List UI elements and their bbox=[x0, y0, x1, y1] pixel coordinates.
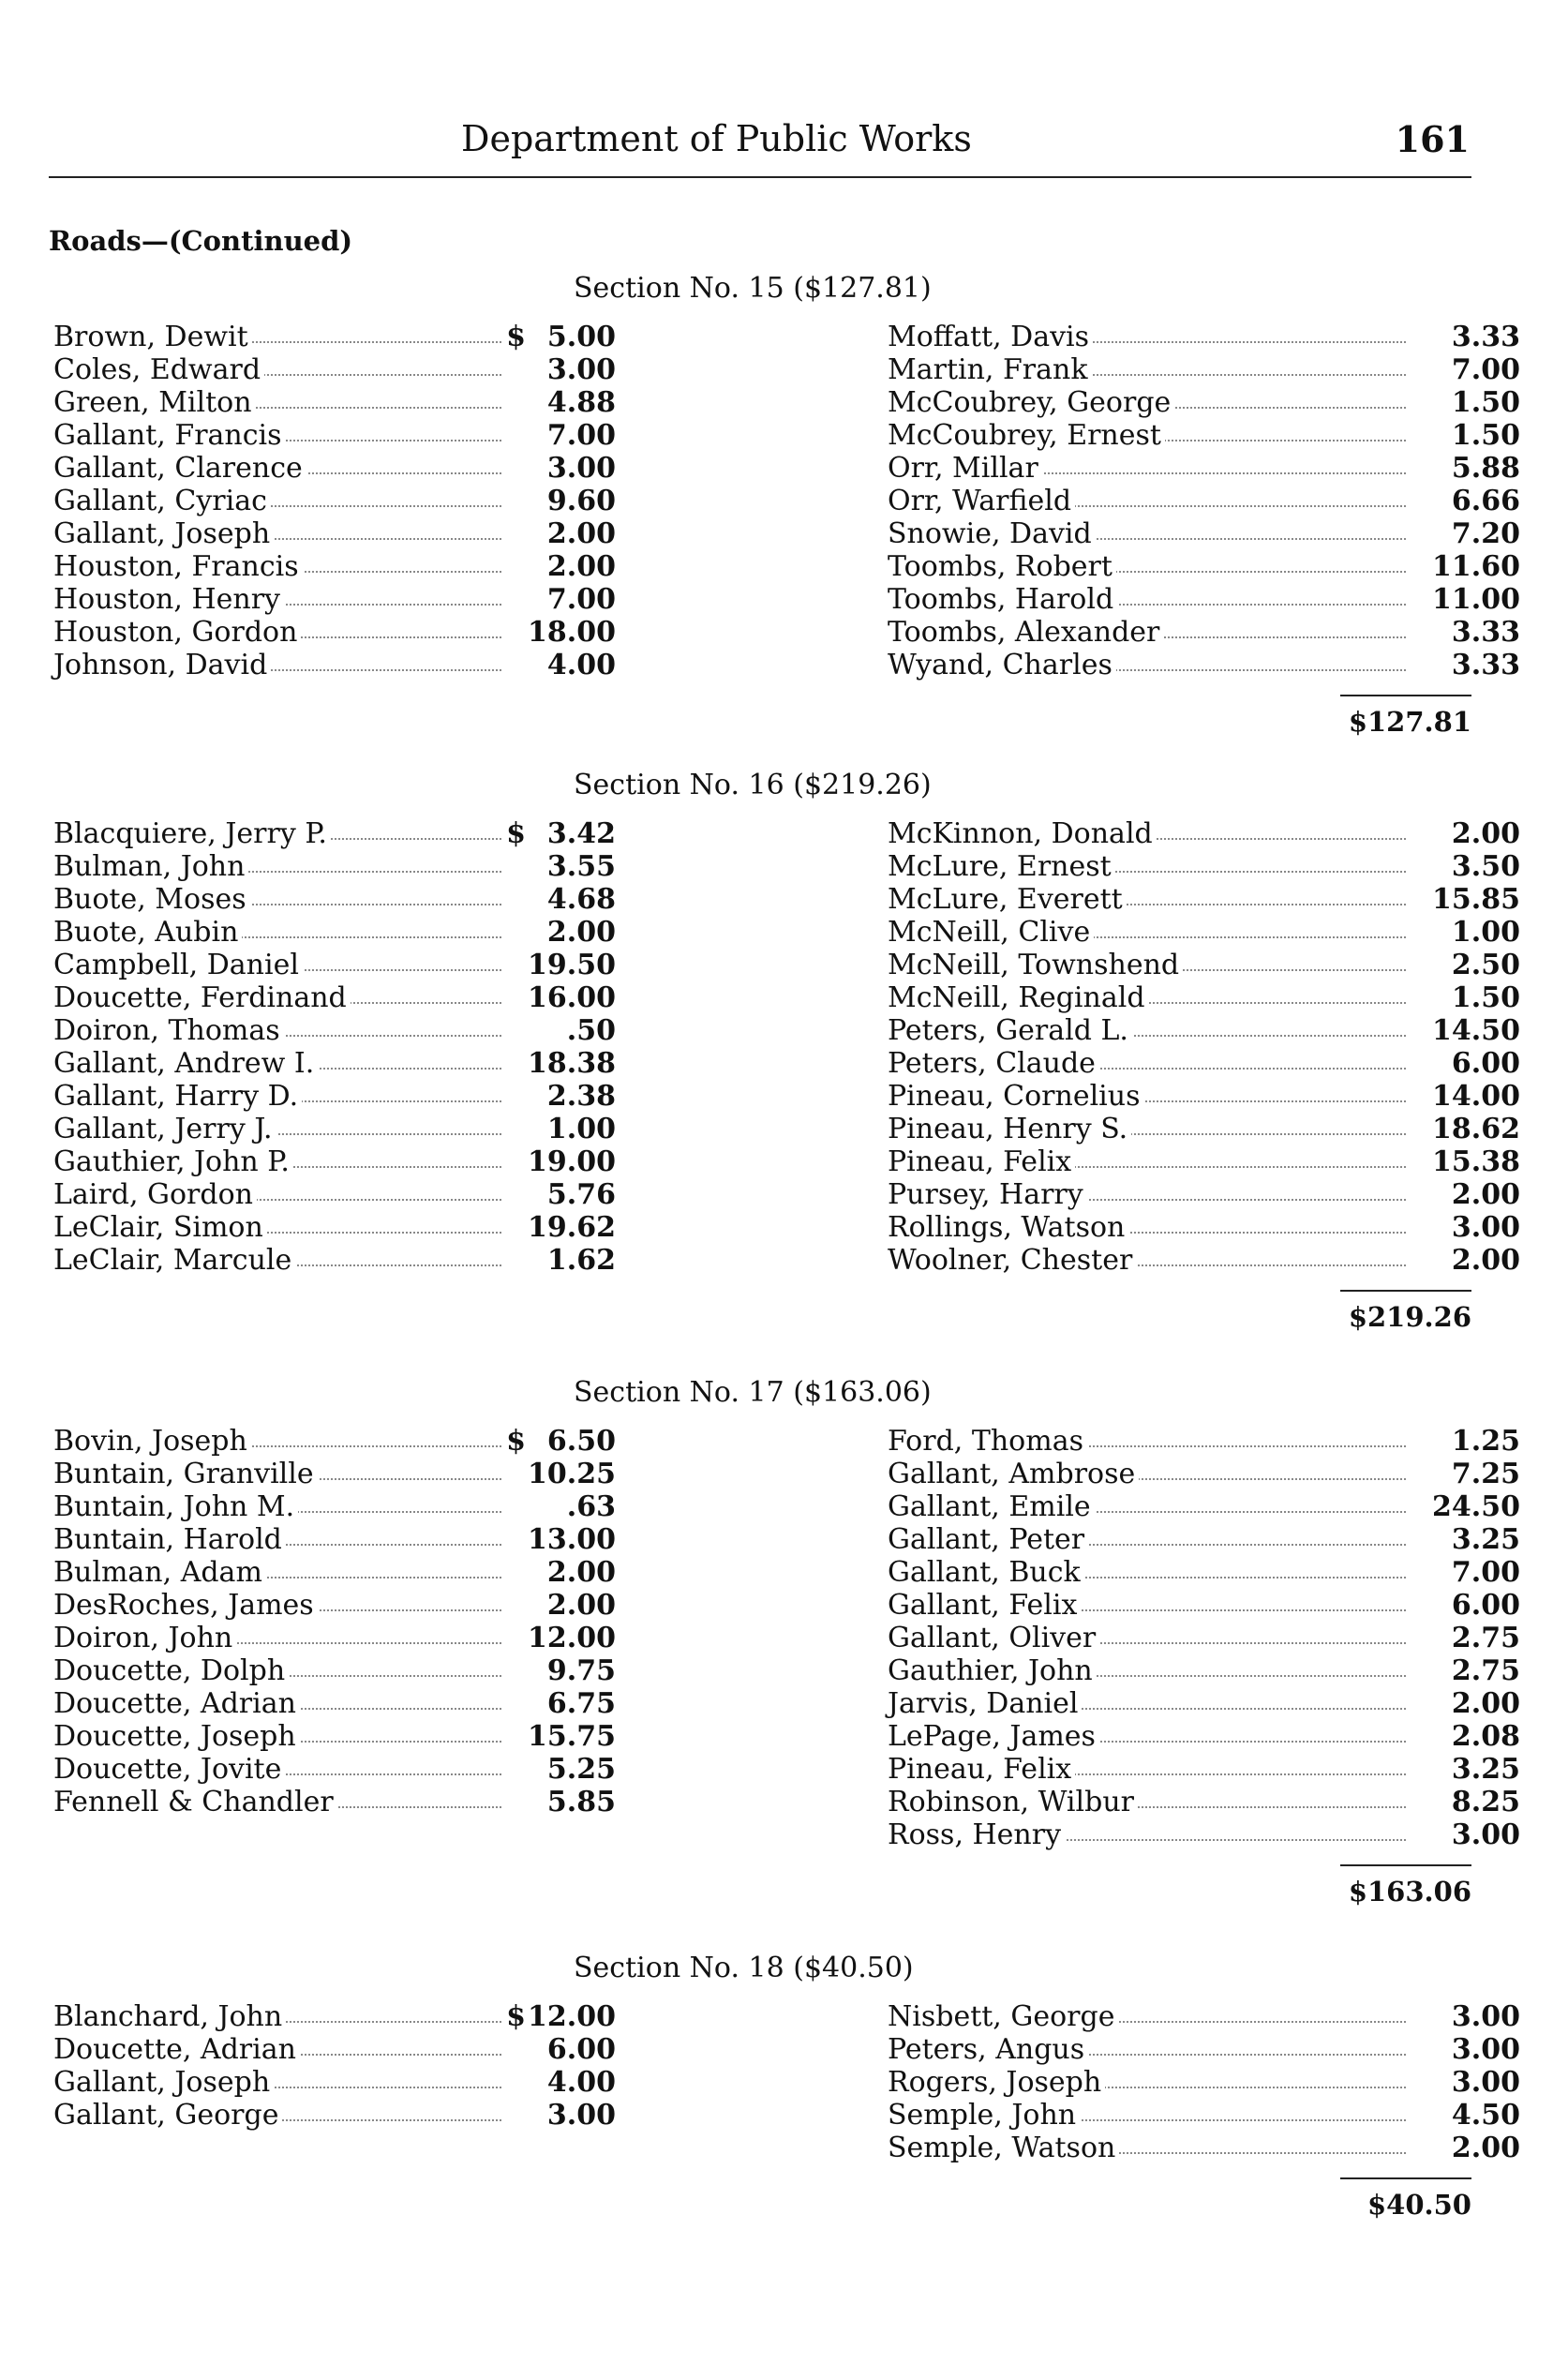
list-item bbox=[53, 649, 616, 681]
page-header bbox=[49, 111, 1471, 178]
amount: 3.55 bbox=[546, 850, 616, 883]
right-column bbox=[888, 817, 1520, 1277]
payee-name: McNeill, Reginald bbox=[888, 981, 1149, 1014]
payee-name: Gallant, Buck bbox=[888, 1556, 1084, 1589]
amount: 3.00 bbox=[1451, 2033, 1520, 2066]
amount: 3.00 bbox=[1451, 1818, 1520, 1851]
list-item bbox=[53, 517, 616, 550]
payee-name: McCoubrey, Ernest bbox=[888, 419, 1165, 452]
list-item bbox=[53, 1622, 616, 1654]
amount: 12.00 bbox=[528, 1622, 616, 1654]
section-total: $163.06 bbox=[1348, 1876, 1471, 1908]
list-item bbox=[53, 1458, 616, 1490]
amount: 5.76 bbox=[546, 1178, 616, 1211]
payee-name: Rollings, Watson bbox=[888, 1211, 1128, 1244]
amount: 15.75 bbox=[528, 1720, 616, 1753]
amount: 3.42 bbox=[546, 817, 616, 850]
list-item bbox=[888, 1490, 1520, 1523]
amount: 14.50 bbox=[1432, 1014, 1520, 1047]
payee-name: Gallant, Francis bbox=[53, 419, 286, 452]
list-item bbox=[888, 2066, 1520, 2099]
amount: 3.50 bbox=[1451, 850, 1520, 883]
list-item bbox=[53, 949, 616, 981]
payee-name: Bulman, Adam bbox=[53, 1556, 266, 1589]
payee-name: Robinson, Wilbur bbox=[888, 1786, 1138, 1818]
payee-name: Gallant, George bbox=[53, 2099, 282, 2132]
list-item bbox=[888, 1014, 1520, 1047]
amount: 7.00 bbox=[1451, 353, 1520, 386]
amount: 4.00 bbox=[546, 649, 616, 681]
list-item bbox=[53, 386, 616, 419]
amount: 2.00 bbox=[1451, 1178, 1520, 1211]
list-item bbox=[53, 981, 616, 1014]
payee-name: Doiron, John bbox=[53, 1622, 236, 1654]
list-item bbox=[888, 649, 1520, 681]
list-item bbox=[888, 1211, 1520, 1244]
page-number: 161 bbox=[1395, 118, 1470, 160]
list-item bbox=[888, 616, 1520, 649]
payee-name: Houston, Henry bbox=[53, 583, 284, 616]
right-column bbox=[888, 321, 1520, 681]
payee-name: Pursey, Harry bbox=[888, 1178, 1087, 1211]
payee-name: Gallant, Clarence bbox=[53, 452, 306, 485]
list-item bbox=[53, 452, 616, 485]
payee-name: Gallant, Ambrose bbox=[888, 1458, 1139, 1490]
amount: 2.75 bbox=[1451, 1622, 1520, 1654]
list-item bbox=[53, 1113, 616, 1145]
payee-name: Gallant, Harry D. bbox=[53, 1080, 302, 1113]
payee-name: Gauthier, John P. bbox=[53, 1145, 293, 1178]
payee-name: Ross, Henry bbox=[888, 1818, 1065, 1851]
amount: 5.85 bbox=[546, 1786, 616, 1818]
amount: 2.75 bbox=[1451, 1654, 1520, 1687]
payee-name: Semple, John bbox=[888, 2099, 1080, 2132]
list-item bbox=[888, 1113, 1520, 1145]
amount: 9.75 bbox=[546, 1654, 616, 1687]
list-item bbox=[888, 2000, 1520, 2033]
payee-name: Nisbett, George bbox=[888, 2000, 1118, 2033]
list-item bbox=[888, 1425, 1520, 1458]
payee-name: Doucette, Adrian bbox=[53, 1687, 300, 1720]
payee-name: Gallant, Felix bbox=[888, 1589, 1081, 1622]
amount: 6.00 bbox=[1451, 1047, 1520, 1080]
list-item bbox=[53, 1244, 616, 1277]
payee-name: Houston, Gordon bbox=[53, 616, 301, 649]
amount: 6.50 bbox=[546, 1425, 616, 1458]
amount: 2.00 bbox=[1451, 817, 1520, 850]
list-item bbox=[888, 1622, 1520, 1654]
list-item bbox=[888, 1818, 1520, 1851]
payee-name: Doucette, Adrian bbox=[53, 2033, 300, 2066]
payee-name: McLure, Everett bbox=[888, 883, 1127, 916]
list-item bbox=[53, 1425, 616, 1458]
left-column bbox=[53, 321, 616, 681]
amount: .63 bbox=[566, 1490, 616, 1523]
payee-name: LeClair, Marcule bbox=[53, 1244, 295, 1277]
payee-name: Blacquiere, Jerry P. bbox=[53, 817, 331, 850]
payee-name: Gallant, Andrew I. bbox=[53, 1047, 318, 1080]
payee-name: Doucette, Dolph bbox=[53, 1654, 289, 1687]
payee-name: Rogers, Joseph bbox=[888, 2066, 1105, 2099]
amount: 5.88 bbox=[1451, 452, 1520, 485]
payee-name: Bulman, John bbox=[53, 850, 248, 883]
amount: 19.00 bbox=[528, 1145, 616, 1178]
amount: 2.00 bbox=[546, 1589, 616, 1622]
list-item bbox=[888, 517, 1520, 550]
amount: 3.00 bbox=[1451, 2066, 1520, 2099]
list-item bbox=[53, 2033, 616, 2066]
list-item bbox=[53, 817, 616, 850]
page-title: Department of Public Works bbox=[461, 118, 972, 159]
list-item bbox=[53, 916, 616, 949]
payee-name: Orr, Warfield bbox=[888, 485, 1075, 517]
payee-name: McCoubrey, George bbox=[888, 386, 1174, 419]
left-column bbox=[53, 2000, 616, 2132]
list-item bbox=[53, 1556, 616, 1589]
payee-name: Gallant, Oliver bbox=[888, 1622, 1099, 1654]
payee-name: Martin, Frank bbox=[888, 353, 1092, 386]
amount: 10.25 bbox=[528, 1458, 616, 1490]
section-total: $40.50 bbox=[1367, 2189, 1471, 2221]
amount: 1.00 bbox=[546, 1113, 616, 1145]
payee-name: Toombs, Harold bbox=[888, 583, 1117, 616]
amount: 2.00 bbox=[546, 550, 616, 583]
amount: 5.00 bbox=[546, 321, 616, 353]
amount: 16.00 bbox=[528, 981, 616, 1014]
list-item bbox=[888, 817, 1520, 850]
amount: 1.25 bbox=[1451, 1425, 1520, 1458]
list-item bbox=[888, 1523, 1520, 1556]
amount: 11.60 bbox=[1432, 550, 1520, 583]
currency-symbol: $ bbox=[503, 817, 526, 850]
list-item bbox=[888, 583, 1520, 616]
list-item bbox=[53, 1080, 616, 1113]
payee-name: Green, Milton bbox=[53, 386, 256, 419]
amount: 7.00 bbox=[1451, 1556, 1520, 1589]
payee-name: Gallant, Jerry J. bbox=[53, 1113, 276, 1145]
amount: 9.60 bbox=[546, 485, 616, 517]
section-title: Section No. 17 ($163.06) bbox=[574, 1376, 932, 1409]
section-total: $127.81 bbox=[1348, 706, 1471, 738]
list-item bbox=[53, 1178, 616, 1211]
list-item bbox=[888, 452, 1520, 485]
payee-name: Doucette, Joseph bbox=[53, 1720, 300, 1753]
payee-name: Laird, Gordon bbox=[53, 1178, 257, 1211]
list-item bbox=[888, 1047, 1520, 1080]
payee-name: Coles, Edward bbox=[53, 353, 264, 386]
payee-name: LeClair, Simon bbox=[53, 1211, 267, 1244]
list-item bbox=[888, 850, 1520, 883]
list-item bbox=[53, 2066, 616, 2099]
list-item bbox=[888, 1145, 1520, 1178]
payee-name: Ford, Thomas bbox=[888, 1425, 1087, 1458]
payee-name: Woolner, Chester bbox=[888, 1244, 1136, 1277]
section-total: $219.26 bbox=[1348, 1301, 1471, 1333]
payee-name: Gallant, Cyriac bbox=[53, 485, 271, 517]
amount: 1.62 bbox=[546, 1244, 616, 1277]
amount: 3.25 bbox=[1451, 1753, 1520, 1786]
payee-name: Pineau, Henry S. bbox=[888, 1113, 1131, 1145]
list-item bbox=[888, 321, 1520, 353]
payee-name: Pineau, Felix bbox=[888, 1753, 1075, 1786]
amount: 6.75 bbox=[546, 1687, 616, 1720]
list-item bbox=[888, 1654, 1520, 1687]
list-item bbox=[888, 353, 1520, 386]
amount: 24.50 bbox=[1432, 1490, 1520, 1523]
total-rule bbox=[1340, 1290, 1471, 1292]
amount: 2.00 bbox=[546, 1556, 616, 1589]
amount: 12.00 bbox=[528, 2000, 616, 2033]
amount: 18.00 bbox=[528, 616, 616, 649]
amount: 7.20 bbox=[1451, 517, 1520, 550]
payee-name: Buote, Aubin bbox=[53, 916, 242, 949]
list-item bbox=[53, 419, 616, 452]
list-item bbox=[53, 583, 616, 616]
payee-name: Doucette, Ferdinand bbox=[53, 981, 351, 1014]
list-item bbox=[888, 2033, 1520, 2066]
amount: 4.68 bbox=[546, 883, 616, 916]
amount: 6.00 bbox=[546, 2033, 616, 2066]
list-item bbox=[888, 2099, 1520, 2132]
list-item bbox=[53, 2000, 616, 2033]
amount: 19.62 bbox=[528, 1211, 616, 1244]
list-item bbox=[888, 386, 1520, 419]
payee-name: Jarvis, Daniel bbox=[888, 1687, 1082, 1720]
amount: 1.50 bbox=[1451, 419, 1520, 452]
currency-symbol: $ bbox=[503, 1425, 526, 1458]
amount: 1.00 bbox=[1451, 916, 1520, 949]
payee-name: Pineau, Cornelius bbox=[888, 1080, 1143, 1113]
payee-name: Buntain, Harold bbox=[53, 1523, 286, 1556]
amount: 2.00 bbox=[1451, 1244, 1520, 1277]
list-item bbox=[53, 1523, 616, 1556]
amount: 19.50 bbox=[528, 949, 616, 981]
amount: 2.00 bbox=[546, 916, 616, 949]
payee-name: Doiron, Thomas bbox=[53, 1014, 284, 1047]
list-item bbox=[888, 1687, 1520, 1720]
payee-name: McKinnon, Donald bbox=[888, 817, 1157, 850]
left-column bbox=[53, 1425, 616, 1818]
list-item bbox=[53, 1589, 616, 1622]
payee-name: McNeill, Clive bbox=[888, 916, 1094, 949]
total-rule bbox=[1340, 2177, 1471, 2179]
payee-name: Orr, Millar bbox=[888, 452, 1042, 485]
section-title: Section No. 16 ($219.26) bbox=[574, 769, 932, 801]
amount: 3.00 bbox=[546, 452, 616, 485]
payee-name: Peters, Claude bbox=[888, 1047, 1099, 1080]
list-item bbox=[888, 2132, 1520, 2164]
right-column bbox=[888, 2000, 1520, 2164]
list-item bbox=[53, 1786, 616, 1818]
total-rule bbox=[1340, 695, 1471, 696]
amount: 15.85 bbox=[1432, 883, 1520, 916]
payee-name: Gallant, Peter bbox=[888, 1523, 1088, 1556]
amount: 4.00 bbox=[546, 2066, 616, 2099]
payee-name: Moffatt, Davis bbox=[888, 321, 1093, 353]
payee-name: Johnson, David bbox=[53, 649, 271, 681]
list-item bbox=[888, 1753, 1520, 1786]
amount: 3.00 bbox=[1451, 1211, 1520, 1244]
right-column bbox=[888, 1425, 1520, 1851]
section-title: Section No. 15 ($127.81) bbox=[574, 272, 932, 305]
list-item bbox=[53, 2099, 616, 2132]
payee-name: Blanchard, John bbox=[53, 2000, 286, 2033]
payee-name: Bovin, Joseph bbox=[53, 1425, 251, 1458]
continued-heading: Roads—(Continued) bbox=[49, 225, 353, 257]
list-item bbox=[53, 883, 616, 916]
payee-name: Gauthier, John bbox=[888, 1654, 1097, 1687]
list-item bbox=[53, 616, 616, 649]
list-item bbox=[53, 353, 616, 386]
amount: 15.38 bbox=[1432, 1145, 1520, 1178]
payee-name: LePage, James bbox=[888, 1720, 1099, 1753]
payee-name: Campbell, Daniel bbox=[53, 949, 303, 981]
amount: .50 bbox=[566, 1014, 616, 1047]
amount: 1.50 bbox=[1451, 386, 1520, 419]
list-item bbox=[888, 1244, 1520, 1277]
currency-symbol: $ bbox=[503, 321, 526, 353]
amount: 7.00 bbox=[546, 419, 616, 452]
list-item bbox=[53, 1720, 616, 1753]
total-rule bbox=[1340, 1864, 1471, 1866]
payee-name: Toombs, Alexander bbox=[888, 616, 1163, 649]
section-title: Section No. 18 ($40.50) bbox=[574, 1952, 914, 1984]
list-item bbox=[53, 321, 616, 353]
list-item bbox=[888, 1720, 1520, 1753]
list-item bbox=[888, 949, 1520, 981]
amount: 3.33 bbox=[1451, 321, 1520, 353]
list-item bbox=[888, 1589, 1520, 1622]
list-item bbox=[888, 916, 1520, 949]
list-item bbox=[888, 1786, 1520, 1818]
payee-name: McLure, Ernest bbox=[888, 850, 1115, 883]
amount: 2.00 bbox=[1451, 1687, 1520, 1720]
amount: 11.00 bbox=[1432, 583, 1520, 616]
amount: 6.66 bbox=[1451, 485, 1520, 517]
list-item bbox=[888, 485, 1520, 517]
left-column bbox=[53, 817, 616, 1277]
payee-name: Peters, Gerald L. bbox=[888, 1014, 1132, 1047]
amount: 7.25 bbox=[1451, 1458, 1520, 1490]
amount: 6.00 bbox=[1451, 1589, 1520, 1622]
amount: 18.38 bbox=[528, 1047, 616, 1080]
amount: 2.38 bbox=[546, 1080, 616, 1113]
list-item bbox=[53, 1014, 616, 1047]
list-item bbox=[888, 1556, 1520, 1589]
amount: 3.00 bbox=[546, 353, 616, 386]
amount: 4.50 bbox=[1451, 2099, 1520, 2132]
payee-name: Brown, Dewit bbox=[53, 321, 252, 353]
list-item bbox=[53, 550, 616, 583]
payee-name: Snowie, David bbox=[888, 517, 1096, 550]
payee-name: Gallant, Joseph bbox=[53, 2066, 274, 2099]
payee-name: Gallant, Joseph bbox=[53, 517, 274, 550]
payee-name: Buntain, John M. bbox=[53, 1490, 298, 1523]
amount: 2.08 bbox=[1451, 1720, 1520, 1753]
list-item bbox=[888, 981, 1520, 1014]
payee-name: Gallant, Emile bbox=[888, 1490, 1095, 1523]
list-item bbox=[53, 1753, 616, 1786]
payee-name: Peters, Angus bbox=[888, 2033, 1088, 2066]
payee-name: Buote, Moses bbox=[53, 883, 250, 916]
list-item bbox=[888, 550, 1520, 583]
list-item bbox=[53, 1687, 616, 1720]
amount: 13.00 bbox=[528, 1523, 616, 1556]
payee-name: Doucette, Jovite bbox=[53, 1753, 285, 1786]
amount: 4.88 bbox=[546, 386, 616, 419]
list-item bbox=[53, 1490, 616, 1523]
list-item bbox=[53, 1654, 616, 1687]
payee-name: Wyand, Charles bbox=[888, 649, 1116, 681]
payee-name: McNeill, Townshend bbox=[888, 949, 1183, 981]
amount: 3.33 bbox=[1451, 616, 1520, 649]
payee-name: Semple, Watson bbox=[888, 2132, 1119, 2164]
payee-name: Buntain, Granville bbox=[53, 1458, 318, 1490]
list-item bbox=[53, 1145, 616, 1178]
list-item bbox=[888, 883, 1520, 916]
amount: 3.00 bbox=[1451, 2000, 1520, 2033]
list-item bbox=[53, 850, 616, 883]
amount: 3.00 bbox=[546, 2099, 616, 2132]
amount: 1.50 bbox=[1451, 981, 1520, 1014]
currency-symbol: $ bbox=[503, 2000, 526, 2033]
amount: 3.33 bbox=[1451, 649, 1520, 681]
amount: 2.50 bbox=[1451, 949, 1520, 981]
amount: 5.25 bbox=[546, 1753, 616, 1786]
payee-name: Pineau, Felix bbox=[888, 1145, 1075, 1178]
list-item bbox=[888, 1178, 1520, 1211]
list-item bbox=[53, 1047, 616, 1080]
amount: 8.25 bbox=[1451, 1786, 1520, 1818]
payee-name: Houston, Francis bbox=[53, 550, 303, 583]
list-item bbox=[888, 419, 1520, 452]
amount: 14.00 bbox=[1432, 1080, 1520, 1113]
list-item bbox=[53, 485, 616, 517]
list-item bbox=[53, 1211, 616, 1244]
amount: 7.00 bbox=[546, 583, 616, 616]
amount: 3.25 bbox=[1451, 1523, 1520, 1556]
payee-name: DesRoches, James bbox=[53, 1589, 318, 1622]
payee-name: Fennell & Chandler bbox=[53, 1786, 337, 1818]
amount: 2.00 bbox=[1451, 2132, 1520, 2164]
amount: 2.00 bbox=[546, 517, 616, 550]
list-item bbox=[888, 1458, 1520, 1490]
payee-name: Toombs, Robert bbox=[888, 550, 1116, 583]
list-item bbox=[888, 1080, 1520, 1113]
amount: 18.62 bbox=[1432, 1113, 1520, 1145]
